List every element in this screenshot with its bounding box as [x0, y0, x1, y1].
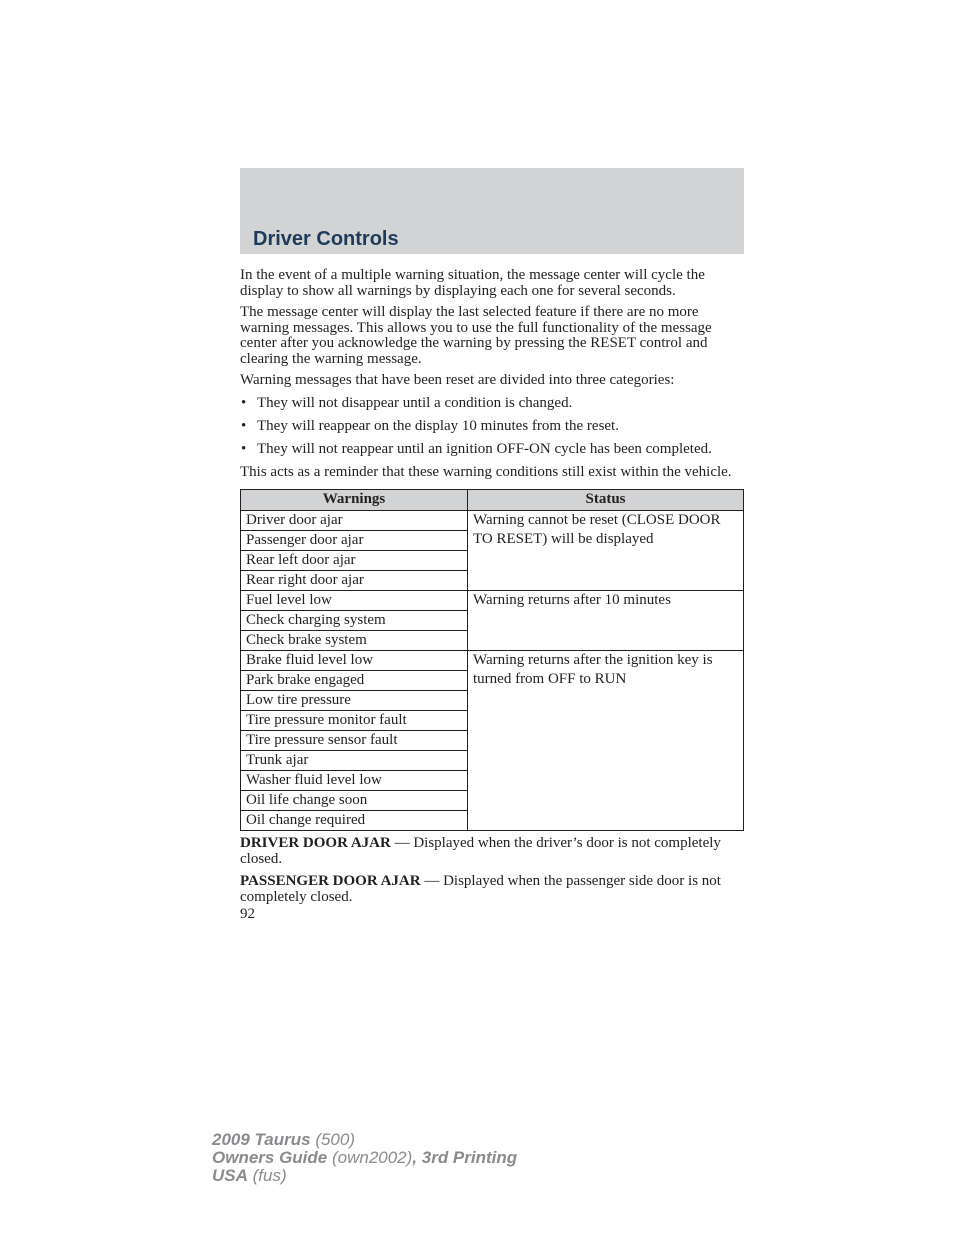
intro-paragraph-3: Warning messages that have been reset are divided into three categories: — [240, 372, 675, 388]
list-item: • They will not disappear until a condition is changed. — [240, 395, 744, 412]
footer-model-code: (500) — [310, 1130, 356, 1149]
intro-paragraph-2: The message center will display the last selected feature if there are no more warning messages. This allows you to use the full functionality of the message center after you acknowledge the warning by pressing the RESET control and clearing the warning message. — [240, 304, 712, 367]
footer-printing: , 3rd Printing — [412, 1148, 518, 1167]
footer-model: 2009 Taurus — [212, 1130, 311, 1149]
status-cell: Warning cannot be reset (CLOSE DOOR TO RESET) will be displayed — [468, 510, 744, 590]
warning-cell: Driver door ajar — [241, 510, 468, 530]
definition-text: — Displayed when the driver’s door is not completely closed. — [240, 834, 721, 867]
definition-passenger-door-ajar — [240, 873, 744, 905]
warning-cell: Tire pressure sensor fault — [241, 730, 468, 750]
footer-region-code: (fus) — [247, 1166, 287, 1185]
reminder-paragraph: This acts as a reminder that these warning conditions still exist within the vehicle. — [240, 463, 732, 480]
warning-cell: Tire pressure monitor fault — [241, 710, 468, 730]
footer-guide: Owners Guide — [212, 1148, 328, 1167]
section-header-band — [240, 168, 744, 254]
status-column-header: Status — [468, 489, 744, 510]
table-header-row — [241, 489, 744, 510]
table-row — [241, 510, 744, 530]
page-content — [240, 268, 744, 922]
footer-region: USA — [212, 1166, 248, 1185]
list-item: • They will not reappear until an ignition OFF-ON cycle has been completed. — [240, 441, 744, 458]
warning-cell: Check brake system — [241, 630, 468, 650]
warning-cell: Check charging system — [241, 610, 468, 630]
definition-text: — Displayed when the passenger side door is not completely closed. — [240, 872, 721, 905]
warning-cell: Oil life change soon — [241, 790, 468, 810]
footer-guide-code: (own2002) — [327, 1148, 413, 1167]
warnings-column-header: Warnings — [241, 489, 468, 510]
definition-term: PASSENGER DOOR AJAR — [240, 872, 421, 889]
intro-paragraph-1: In the event of a multiple warning situation, the message center will cycle the display to show all warnings by displaying each one for several seconds. — [240, 267, 705, 299]
warnings-table — [240, 489, 744, 831]
warning-cell: Trunk ajar — [241, 750, 468, 770]
warning-cell: Passenger door ajar — [241, 530, 468, 550]
warning-cell: Washer fluid level low — [241, 770, 468, 790]
category-list — [240, 395, 744, 458]
table-row — [241, 590, 744, 610]
section-title: Driver Controls — [253, 228, 399, 250]
definition-term: DRIVER DOOR AJAR — [240, 834, 391, 851]
definition-driver-door-ajar — [240, 835, 744, 867]
footer-line-model — [212, 1131, 517, 1149]
warning-cell: Fuel level low — [241, 590, 468, 610]
warning-cell: Low tire pressure — [241, 690, 468, 710]
table-row — [241, 650, 744, 670]
status-cell: Warning returns after 10 minutes — [468, 590, 744, 650]
warning-cell: Brake fluid level low — [241, 650, 468, 670]
footer-line-region — [212, 1167, 517, 1185]
page-number: 92 — [240, 905, 255, 922]
warning-cell: Park brake engaged — [241, 670, 468, 690]
warning-cell: Rear right door ajar — [241, 570, 468, 590]
status-cell: Warning returns after the ignition key is turned from OFF to RUN — [468, 650, 744, 830]
warning-cell: Oil change required — [241, 810, 468, 830]
warning-cell: Rear left door ajar — [241, 550, 468, 570]
footer-line-guide — [212, 1149, 517, 1167]
document-footer — [212, 1131, 517, 1185]
list-item: • They will reappear on the display 10 minutes from the reset. — [240, 418, 744, 435]
